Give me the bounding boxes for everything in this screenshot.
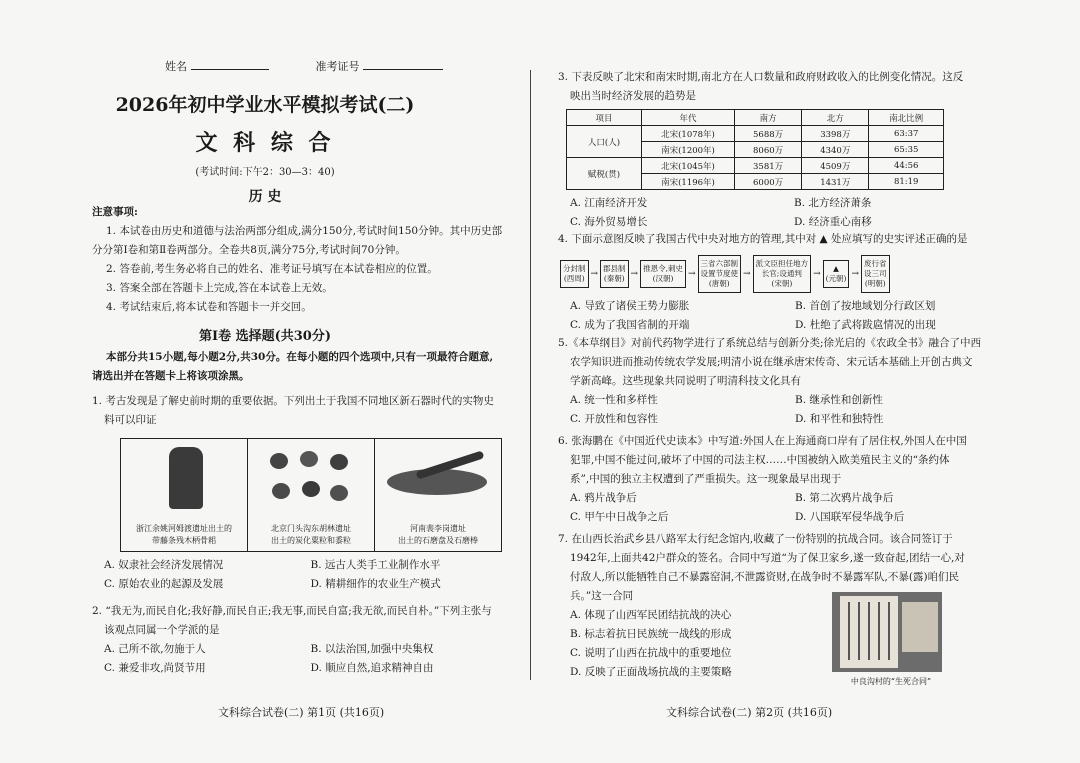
notice-item: 分分第Ⅰ卷和第Ⅱ卷两部分。全卷共8页,满分75分,考试时间70分钟。 (92, 244, 406, 256)
option-c[interactable]: C. 说明了山西在抗战中的重要地位 (570, 647, 732, 659)
q7-stem: 兵。”这一合同 (570, 590, 634, 602)
caption-line: 北京门头沟东胡林遗址 (271, 524, 351, 533)
right-page (540, 0, 1080, 763)
table-cell: 65:35 (869, 142, 944, 158)
option-b[interactable]: B. 远古人类手工业制作水平 (310, 559, 441, 571)
instruction-line: 请选出并在答题卡上将该项涂黑。 (92, 370, 250, 382)
contract-photo (832, 592, 942, 672)
footer-right: 文科综合试卷(二) 第2页 (共16页) (666, 706, 833, 719)
option-b[interactable]: B. 第二次鸦片战争后 (795, 492, 894, 504)
option-d[interactable]: D. 杜绝了武将跋扈情况的出现 (795, 319, 936, 331)
arrow-right-icon: → (813, 269, 821, 279)
table-header: 年代 (642, 110, 735, 126)
q1-stem: 1. 考古发现是了解史前时期的重要依据。下列出土于我国不同地区新石器时代的实物史 (92, 395, 494, 407)
q2-stem: 2. “我无为,而民自化;我好静,而民自正;我无事,而民自富;我无欲,而民自朴。”下列主张与 (92, 605, 492, 617)
table-cell: 赋税(贯) (567, 158, 642, 190)
option-d[interactable]: D. 经济重心南移 (794, 216, 872, 228)
table-cell: 8060万 (735, 142, 802, 158)
option-c[interactable]: C. 海外贸易增长 (570, 216, 648, 228)
document-icon (902, 602, 938, 652)
q1-figure (120, 438, 502, 552)
arrow-right-icon: → (687, 269, 696, 279)
q5-options (558, 391, 1020, 429)
table-cell: 81:19 (869, 174, 944, 190)
option-a[interactable]: A. 统一性和多样性 (570, 394, 658, 406)
question-7 (558, 530, 1020, 682)
q3-stem: 3. 下表反映了北宋和南宋时期,南北方在人口数量和政府财政收入的比例变化情况。这反 (558, 71, 964, 83)
option-b[interactable]: B. 首创了按地域划分行政区划 (795, 300, 936, 312)
question-6 (558, 432, 1020, 527)
option-a[interactable]: A. 导致了诸侯王势力膨胀 (570, 300, 690, 312)
notice-item: 1. 本试卷由历史和道德与法治两部分组成,满分150分,考试时间150分钟。其中历史部 (106, 225, 503, 237)
q3-options (558, 194, 1018, 232)
flow-step-blank: ▲ (元朝) (823, 260, 850, 288)
exam-time: (考试时间:下午2：30—3：40) (195, 167, 335, 178)
q6-options (558, 489, 1020, 527)
q7-stem: 付敌人,所以能牺牲自己不暴露窑洞,不泄露资财,在战争时不暴露军队,不暴(露)咱们民 (570, 571, 960, 583)
notice (92, 203, 512, 317)
q6-stem: 犯罪,中国不能过问,破坏了中国的司法主权……中国被纳入欧美殖民主义的“条约体 (570, 454, 950, 466)
bone-spade-icon (169, 447, 203, 509)
q2-stem: 该观点同属一个学派的是 (104, 624, 220, 636)
option-d[interactable]: D. 顺应自然,追求精神自由 (310, 662, 434, 674)
question-1 (92, 392, 517, 594)
table-cell: 北宋(1078年) (642, 126, 735, 142)
notice-item: 3. 答案全部在答题卡上完成,答在本试卷上无效。 (106, 282, 333, 294)
table-header: 南北比例 (869, 110, 944, 126)
q7-stem: 1942年,上面共42户群众的签名。合同中写道“为了保卫家乡,遂一致奋起,团结一心,对 (570, 552, 965, 564)
q6-stem: 系”,中国的独立主权遭到了严重损失。这一现象最早出现于 (570, 473, 842, 485)
arrow-right-icon: → (851, 269, 860, 279)
option-c[interactable]: C. 原始农业的起源及发展 (104, 578, 224, 590)
caption-line: 河南裴李岗遗址 (410, 524, 466, 533)
option-a[interactable]: A. 鸦片战争后 (570, 492, 637, 504)
table-header-row (567, 110, 944, 126)
flow-step: 派文臣担任地方 长官;设通判 (宋朝) (753, 255, 812, 293)
table-cell: 3581万 (735, 158, 802, 174)
caption-line: 带藤条残木柄骨耜 (152, 536, 216, 545)
q7-options (558, 606, 1020, 682)
millstone-image (374, 439, 501, 551)
caption-line: 出土的炭化粟粒和黍粒 (271, 536, 351, 545)
q3-table (566, 109, 944, 190)
notice-item: 2. 答卷前,考生务必将自己的姓名、准考证号填写在本试卷相应的位置。 (106, 263, 438, 275)
flow-step: 分封制 (西周) (560, 260, 589, 288)
arrow-right-icon: → (630, 269, 639, 279)
table-row (567, 158, 944, 174)
question-3 (558, 68, 1018, 232)
option-d[interactable]: D. 八国联军侵华战争后 (795, 511, 905, 523)
exam-title: 2026年初中学业水平模拟考试(二) (115, 94, 415, 116)
question-4 (558, 230, 1020, 335)
option-a[interactable]: A. 奴隶社会经济发展情况 (104, 559, 224, 571)
candidate-info (165, 58, 443, 74)
option-c[interactable]: C. 开放性和包容性 (570, 413, 658, 425)
q1-stem: 料可以印证 (104, 414, 157, 426)
table-header: 南方 (735, 110, 802, 126)
q3-stem: 映出当时经济发展的趋势是 (570, 90, 696, 102)
option-a[interactable]: A. 体现了山西军民团结抗战的决心 (570, 609, 732, 621)
table-cell: 人口(人) (567, 126, 642, 158)
option-b[interactable]: B. 北方经济萧条 (794, 197, 872, 209)
document-icon (840, 596, 898, 668)
name-label: 姓名 (165, 60, 187, 73)
flow-step: 郡县制 (秦朝) (600, 260, 629, 288)
q5-stem: 5.《本草纲目》对前代药物学进行了系统总结与创新分类;徐光启的《农政全书》融合了中西 (558, 337, 982, 349)
table-cell: 北宋(1045年) (642, 158, 735, 174)
table-cell: 南宋(1196年) (642, 174, 735, 190)
instruction-line: 本部分共15小题,每小题2分,共30分。在每小题的四个选项中,只有一项最符合题意, (106, 351, 494, 363)
name-blank[interactable] (191, 69, 269, 70)
option-a[interactable]: A. 江南经济开发 (570, 197, 648, 209)
q2-options (92, 640, 517, 678)
table-cell: 4509万 (802, 158, 869, 174)
q6-stem: 6. 张海鹏在《中国近代史读本》中写道:外国人在上海通商口岸有了居住权,外国人在中国 (558, 435, 967, 447)
q4-flowchart (560, 255, 1020, 293)
arrow-right-icon: → (590, 269, 599, 279)
flow-step: 推恩令,刺史 (汉朝) (640, 260, 686, 288)
question-5 (558, 334, 1020, 429)
flow-step: 三省六部制 设置节度使 (唐朝) (698, 255, 742, 293)
grain-icon (268, 451, 358, 507)
caption-line: 浙江余姚河姆渡遗址出土的 (136, 524, 232, 533)
option-c[interactable]: C. 成为了我国省制的开端 (570, 319, 690, 331)
table-header: 项目 (567, 110, 642, 126)
option-d[interactable]: D. 精耕细作的农业生产模式 (310, 578, 441, 590)
footer-left: 文科综合试卷(二) 第1页 (共16页) (218, 706, 385, 719)
table-cell: 1431万 (802, 174, 869, 190)
exam-no-label: 准考证号 (315, 60, 360, 73)
caption-line: 出土的石磨盘及石磨棒 (398, 536, 478, 545)
question-2 (92, 602, 517, 678)
section-title: 历 史 (248, 189, 282, 205)
table-cell: 6000万 (735, 174, 802, 190)
part1-instructions (92, 348, 512, 386)
option-b[interactable]: B. 标志着抗日民族统一战线的形成 (570, 628, 732, 640)
q4-stem: 4. 下面示意图反映了我国古代中央对地方的管理,其中对 ▲ 处应填写的史实评述正确的是 (558, 233, 968, 245)
option-d[interactable]: D. 反映了正面战场抗战的主要策略 (570, 666, 732, 678)
grain-image (247, 439, 374, 551)
bone-spade-image (121, 439, 247, 551)
q7-stem: 7. 在山西长治武乡县八路军太行纪念馆内,收藏了一份特别的抗战合同。该合同签订于 (558, 533, 953, 545)
table-row (567, 126, 944, 142)
option-d[interactable]: D. 和平性和独特性 (795, 413, 884, 425)
photo-caption: 中良沟村的“生死合同” (850, 677, 932, 686)
notice-item: 4. 考试结束后,将本试卷和答题卡一并交回。 (106, 301, 312, 313)
table-cell: 南宋(1200年) (642, 142, 735, 158)
table-cell: 4340万 (802, 142, 869, 158)
arrow-right-icon: → (743, 269, 751, 279)
flow-step: 废行省 设三司 (明朝) (861, 255, 890, 293)
option-c[interactable]: C. 兼爱非攻,尚贤节用 (104, 662, 206, 674)
q4-options (558, 297, 1020, 335)
table-header: 北方 (802, 110, 869, 126)
option-c[interactable]: C. 甲午中日战争之后 (570, 511, 669, 523)
option-b[interactable]: B. 以法治国,加强中央集权 (310, 643, 434, 655)
table-cell: 5688万 (735, 126, 802, 142)
part1-title: 第Ⅰ卷 选择题(共30分) (199, 329, 331, 344)
notice-title: 注意事项: (92, 206, 138, 218)
option-a[interactable]: A. 己所不欲,勿施于人 (104, 643, 206, 655)
table-cell: 3398万 (802, 126, 869, 142)
table-cell: 63:37 (869, 126, 944, 142)
table-cell: 44:56 (869, 158, 944, 174)
q1-options (92, 556, 517, 594)
option-b[interactable]: B. 继承性和创新性 (795, 394, 883, 406)
exam-no-blank[interactable] (363, 69, 443, 70)
q5-stem: 农学知识进而推动传统农学发展;明清小说在继承唐宋传奇、宋元话本基础上开创古典文 (570, 356, 973, 368)
q5-stem: 学新高峰。这些现象共同说明了明清科技文化具有 (570, 375, 801, 387)
subject-title: 文 科 综 合 (195, 130, 335, 156)
